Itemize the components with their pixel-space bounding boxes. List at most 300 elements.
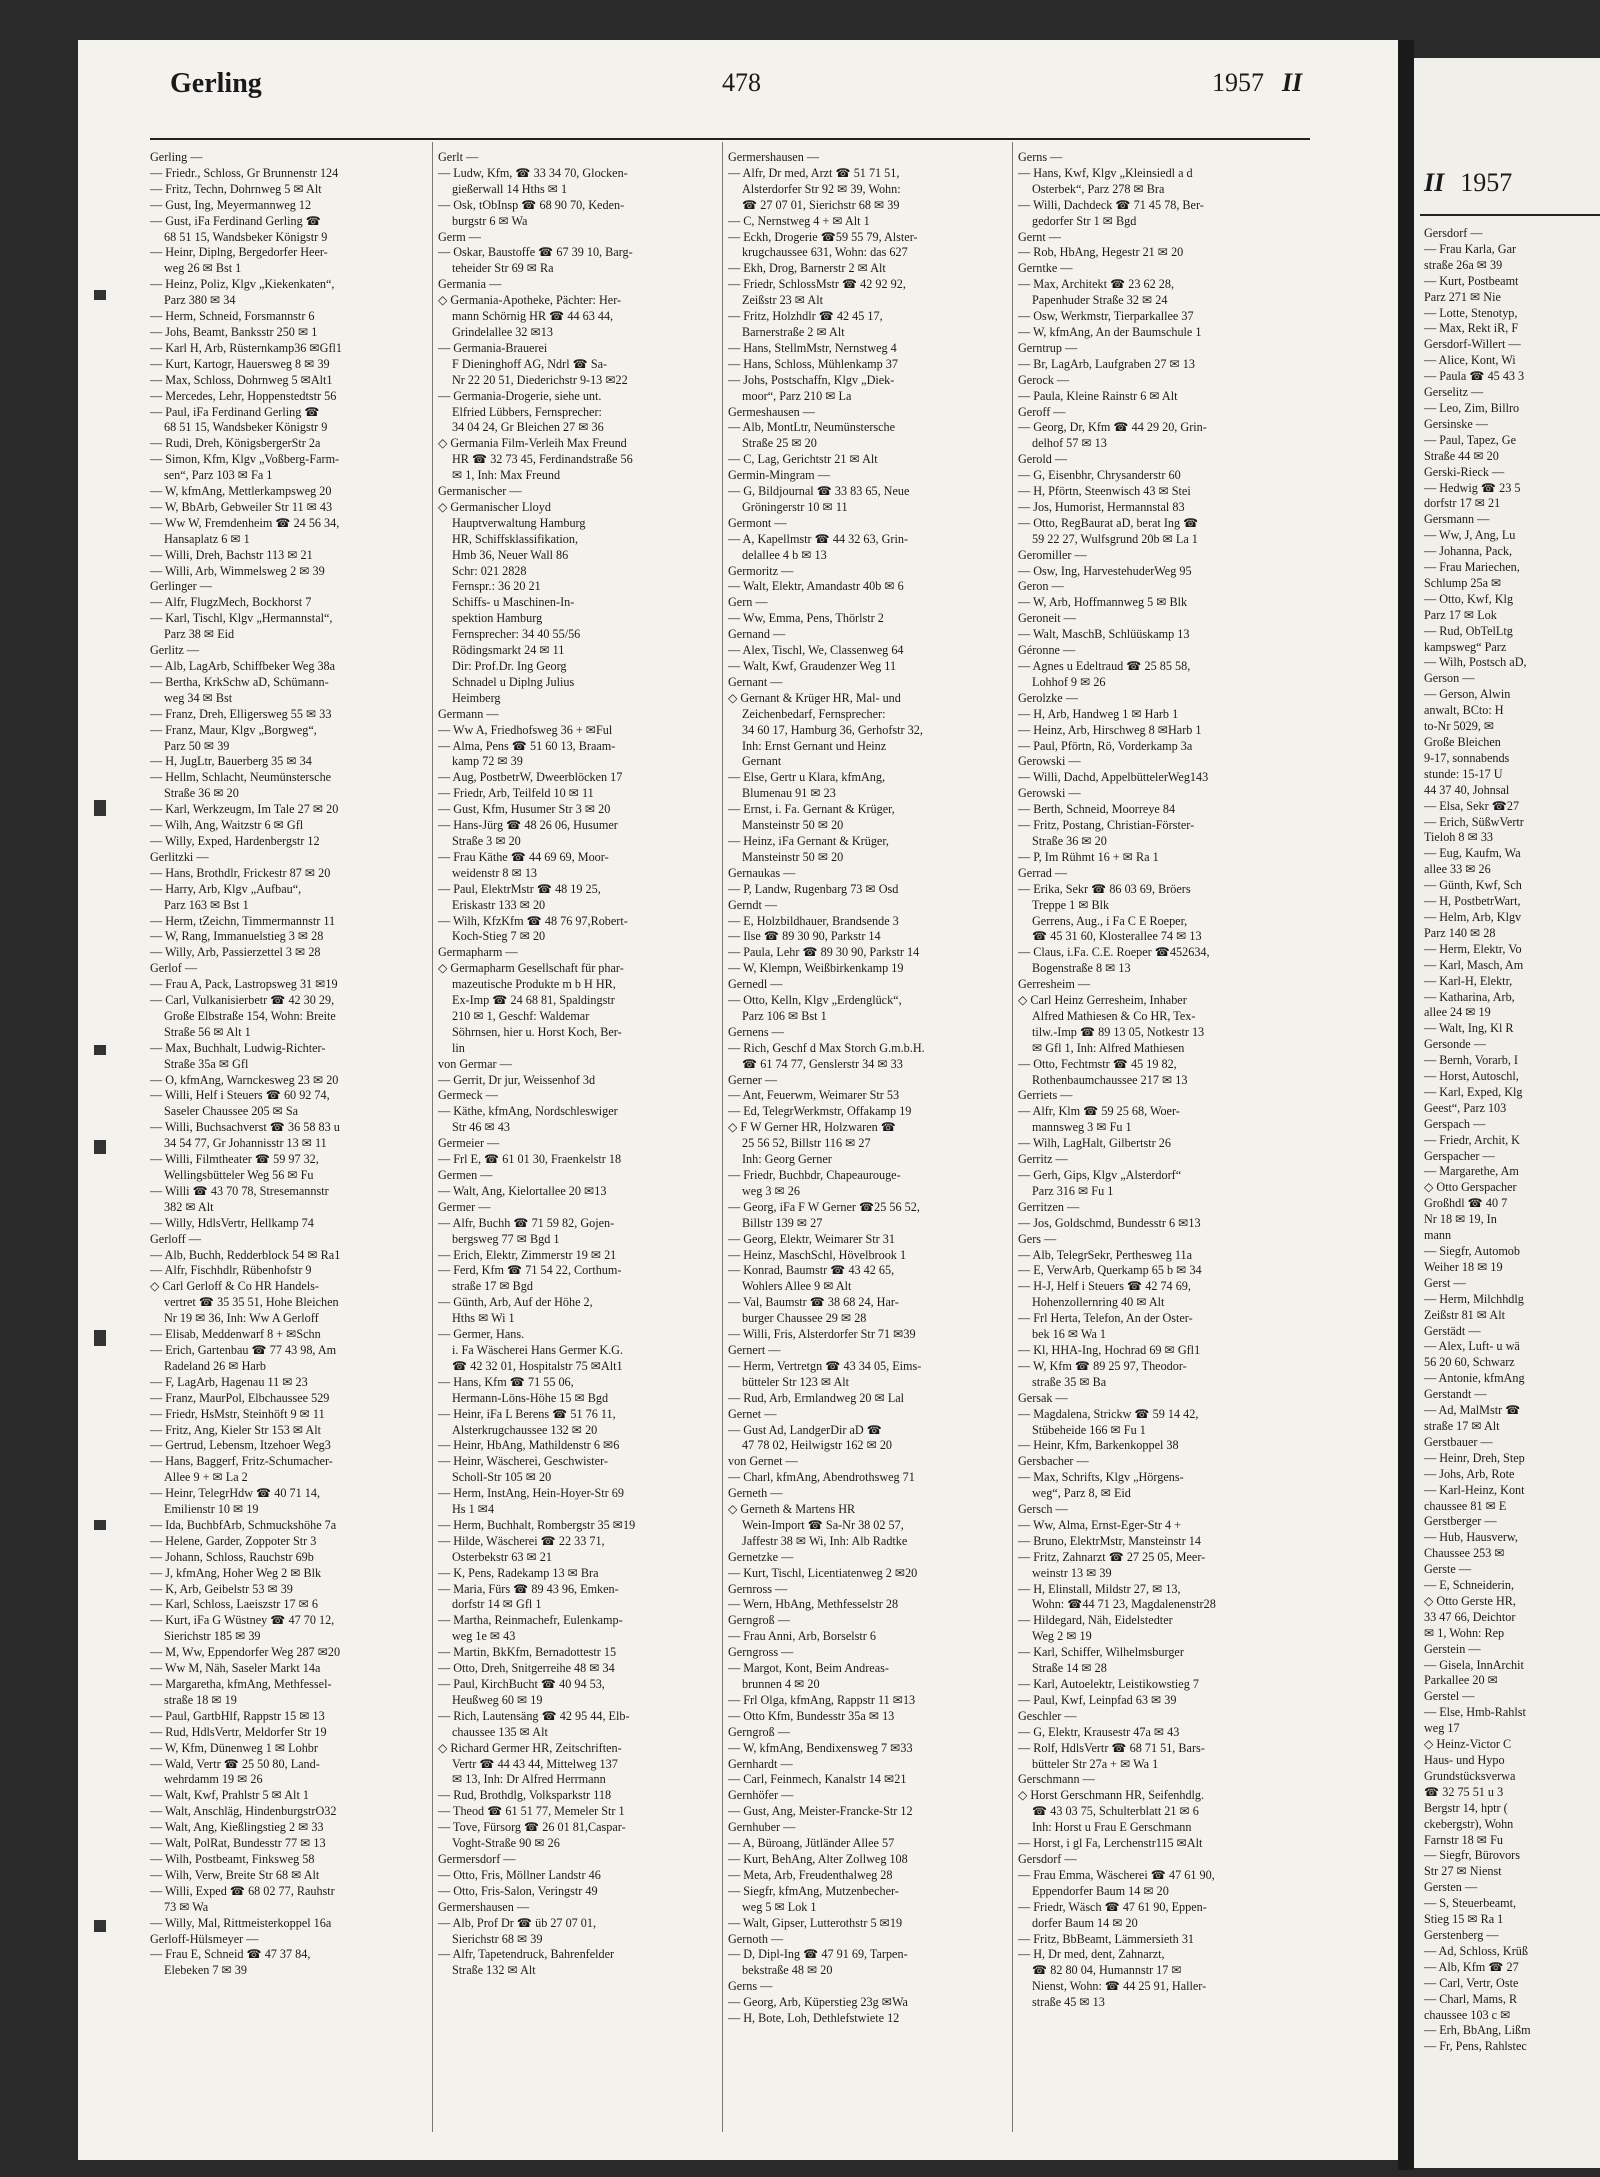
next-page-entry-line: — Alice, Kont, Wi <box>1424 353 1516 368</box>
directory-entry-line: — Ekh, Drog, Barnerstr 2 ✉ Alt <box>728 261 886 276</box>
directory-entry-line: Jaffestr 38 ✉ Wi, Inh: Alb Radtke <box>742 1533 908 1548</box>
surname-heading: Germont — <box>728 515 787 530</box>
directory-entry-line: Wohn: ☎44 71 23, Magdalenenstr28 <box>1032 1597 1216 1612</box>
directory-entry-line: — Rich, Lautensäng ☎ 42 95 44, Elb- <box>438 1708 630 1723</box>
directory-entry-line: Hmb 36, Neuer Wall 86 <box>452 547 569 562</box>
directory-entry-line: Zeißstr 23 ✉ Alt <box>742 293 823 308</box>
next-page-entry-line: Bergstr 14, hptr ( <box>1424 1800 1508 1815</box>
surname-heading: Gerloff-Hülsmeyer — <box>150 1931 259 1946</box>
next-page-entry-line: kampsweg“ Parz <box>1424 639 1507 654</box>
directory-entry-line: 34 60 17, Hamburg 36, Gerhofstr 32, <box>742 722 923 737</box>
directory-entry-line: — Otto, Fechtmstr ☎ 45 19 82, <box>1018 1056 1177 1071</box>
directory-entry-line: Vertr ☎ 44 43 44, Mittelweg 137 <box>452 1756 618 1771</box>
directory-entry-line: — K, Pens, Radekamp 13 ✉ Bra <box>438 1565 599 1580</box>
directory-entry-line: — Herm, Vertretgn ☎ 43 34 05, Eims- <box>728 1358 922 1373</box>
directory-entry-line: — Max, Schloss, Dohrnweg 5 ✉Alt1 <box>150 372 333 387</box>
directory-entry-line: Gerrens, Aug., i Fa C E Roeper, <box>1032 913 1188 928</box>
surname-heading: Geschler — <box>1018 1708 1077 1723</box>
directory-entry-line: — Paul, GartbHlf, Rappstr 15 ✉ 13 <box>150 1708 325 1723</box>
directory-entry-line: — Alma, Pens ☎ 51 60 13, Braam- <box>438 738 616 753</box>
directory-entry-line: — Fritz, Holzhdlr ☎ 42 45 17, <box>728 309 883 324</box>
directory-entry-line: Nr 22 20 51, Diederichstr 9-13 ✉22 <box>452 372 628 387</box>
directory-entry-line: Lohhof 9 ✉ 26 <box>1032 674 1106 689</box>
directory-entry-line: — Paula, Lehr ☎ 89 30 90, Parkstr 14 <box>728 945 920 960</box>
directory-entry-line: dorfer Baum 14 ✉ 20 <box>1032 1915 1138 1930</box>
directory-entry-line: ◇ Carl Heinz Gerresheim, Inhaber <box>1018 993 1187 1008</box>
directory-entry-line: — A, Büroang, Jütländer Allee 57 <box>728 1836 895 1851</box>
directory-entry-line: Koch-Stieg 7 ✉ 20 <box>452 929 546 944</box>
directory-column-2 <box>438 150 716 2140</box>
directory-entry-line: — Friedr, SchlossMstr ☎ 42 92 92, <box>728 277 906 292</box>
directory-entry-line: — Eckh, Drogerie ☎59 55 79, Alster- <box>728 229 918 244</box>
directory-entry-line: bütteler Str 123 ✉ Alt <box>742 1374 850 1389</box>
directory-entry-line: straße 17 ✉ Bgd <box>452 1279 533 1294</box>
surname-heading: Germer — <box>438 1199 491 1214</box>
directory-entry-line: Heimberg <box>452 690 501 705</box>
next-page-entry-line: Großhdl ☎ 40 7 <box>1424 1196 1508 1211</box>
directory-entry-line: bekstraße 48 ✉ 20 <box>742 1963 833 1978</box>
directory-entry-line: Straße 36 ✉ 20 <box>1032 833 1107 848</box>
directory-entry-line: — Heinz, Poliz, Klgv „Kiekenkaten“, <box>150 277 335 292</box>
next-page-entry-line: ckebergstr), Wohn <box>1424 1816 1514 1831</box>
next-page-entry-line: — Karl-H, Elektr, <box>1424 973 1513 988</box>
directory-entry-line: — Kurt, Kartogr, Hauersweg 8 ✉ 39 <box>150 356 330 371</box>
directory-entry-line: — Franz, Dreh, Elligersweg 55 ✉ 33 <box>150 706 332 721</box>
next-page-entry-line: — Gisela, InnArchit <box>1424 1657 1524 1672</box>
directory-entry-line: Billstr 139 ✉ 27 <box>742 1215 823 1230</box>
directory-entry-line: — Kurt, BehAng, Alter Zollweg 108 <box>728 1851 908 1866</box>
directory-entry-line: ☎ 61 74 77, Genslerstr 34 ✉ 33 <box>742 1056 903 1071</box>
directory-entry-line: Gröningerstr 10 ✉ 11 <box>742 499 848 514</box>
directory-entry-line: — Germer, Hans. <box>438 1327 525 1342</box>
directory-entry-line: — Fritz, BbBeamt, Lämmersieth 31 <box>1018 1931 1195 1946</box>
next-page-volume: II <box>1424 168 1445 197</box>
directory-entry-line: spektion Hamburg <box>452 611 543 626</box>
directory-entry-line: — Siegfr, kfmAng, Mutzenbecher- <box>728 1883 899 1898</box>
directory-entry-line: — Karl, Werkzeugm, Im Tale 27 ✉ 20 <box>150 802 339 817</box>
surname-heading: Géronne — <box>1018 643 1076 658</box>
directory-entry-line: — W, Arb, Hoffmannweg 5 ✉ Blk <box>1018 595 1188 610</box>
directory-entry-line: — Heinr, Diplng, Bergedorfer Heer- <box>150 245 328 260</box>
surname-heading: Gerns — <box>1018 150 1063 164</box>
directory-entry-line: chaussee 135 ✉ Alt <box>452 1724 548 1739</box>
directory-entry-line: — Agnes u Edeltraud ☎ 25 85 58, <box>1018 659 1191 673</box>
next-page-entry-line: Gerstbauer — <box>1424 1434 1493 1449</box>
directory-entry-line: weg 5 ✉ Lok 1 <box>742 1899 817 1914</box>
directory-entry-line: — Ferd, Kfm ☎ 71 54 22, Corthum- <box>438 1263 622 1278</box>
directory-entry-line: — Herm, InstAng, Hein-Hoyer-Str 69 <box>438 1486 624 1501</box>
directory-entry-line: — Ed, TelegrWerkmstr, Offakamp 19 <box>728 1104 912 1119</box>
surname-heading: Gern — <box>728 595 768 610</box>
directory-entry-line: — Gust, Kfm, Husumer Str 3 ✉ 20 <box>438 802 611 817</box>
directory-entry-line: — Magdalena, Strickw ☎ 59 14 42, <box>1018 1406 1199 1421</box>
next-page-entry-line: — H, PostbetrWart, <box>1424 894 1521 909</box>
directory-entry-line: gedorfer Str 1 ✉ Bgd <box>1032 213 1137 228</box>
directory-entry-line: straße 45 ✉ 13 <box>1032 1995 1105 2010</box>
surname-heading: Germanischer — <box>438 484 522 499</box>
next-page-entry-line: — Erich, SüßwVertr <box>1424 814 1524 829</box>
surname-heading: Gerntke — <box>1018 261 1073 276</box>
directory-entry-line: — Frl Herta, Telefon, An der Oster- <box>1018 1311 1193 1326</box>
directory-entry-line: mannsweg 3 ✉ Fu 1 <box>1032 1120 1132 1135</box>
next-page-entry-line: Gersdorf-Willert — <box>1424 337 1521 352</box>
directory-entry-line: — Berth, Schneid, Moorreye 84 <box>1018 802 1176 817</box>
directory-entry-line: — W, BbArb, Gebweiler Str 11 ✉ 43 <box>150 499 333 514</box>
surname-heading: Germershausen — <box>728 150 820 164</box>
next-page-entry-line: 9-17, sonnabends <box>1424 750 1510 765</box>
next-page-entry-line: — Ww, J, Ang, Lu <box>1424 528 1516 543</box>
next-page-entry-line: — Kurt, Postbeamt <box>1424 273 1519 288</box>
directory-entry-line: — E, VerwArb, Querkamp 65 b ✉ 34 <box>1018 1263 1202 1278</box>
directory-entry-line: mazeutische Produkte m b H HR, <box>452 977 616 992</box>
directory-entry-line: — Otto, Fris-Salon, Veringstr 49 <box>438 1883 598 1898</box>
next-page-entry-line: — Friedr, Archit, K <box>1424 1132 1520 1147</box>
next-page-entry-line: — Carl, Vertr, Oste <box>1424 1975 1519 1990</box>
directory-entry-line: — Walt, Kwf, Prahlstr 5 ✉ Alt 1 <box>150 1788 309 1803</box>
surname-heading: Gerlitzki — <box>150 849 209 864</box>
directory-entry-line: — J, kfmAng, Hoher Weg 2 ✉ Blk <box>150 1565 322 1580</box>
directory-entry-line: Große Elbstraße 154, Wohn: Breite <box>164 1008 336 1023</box>
surname-heading: Gerngross — <box>728 1645 794 1660</box>
directory-entry-line: — Paul, Pförtn, Rö, Vorderkamp 3a <box>1018 738 1193 753</box>
next-page-entry-line: Straße 44 ✉ 20 <box>1424 448 1499 463</box>
directory-entry-line: burger Chaussee 29 ✉ 28 <box>742 1311 867 1326</box>
next-page-entry-line: — Leo, Zim, Billro <box>1424 400 1520 415</box>
next-page-entry-line: chaussee 81 ✉ E <box>1424 1498 1507 1513</box>
next-page-entry-line: straße 17 ✉ Alt <box>1424 1418 1500 1433</box>
next-page-entry-line: Gerstein — <box>1424 1641 1481 1656</box>
directory-entry-line: — Heinr, Kfm, Barkenkoppel 38 <box>1018 1438 1179 1453</box>
directory-entry-line: Hauptverwaltung Hamburg <box>452 515 586 530</box>
next-page-entry-line: — Günth, Kwf, Sch <box>1424 878 1522 893</box>
directory-entry-line: Straße 3 ✉ 20 <box>452 833 521 848</box>
directory-entry-line: — Alfr, FlugzMech, Bockhorst 7 <box>150 595 312 610</box>
next-page-entry-line: Parz 271 ✉ Nie <box>1424 289 1501 304</box>
directory-entry-line: — G, Elektr, Krausestr 47a ✉ 43 <box>1018 1724 1180 1739</box>
surname-heading: Gernetzke — <box>728 1549 794 1564</box>
directory-entry-line: ◇ Germania Film-Verleih Max Freund <box>438 436 627 451</box>
next-page-entry-line: Gerste — <box>1424 1562 1472 1577</box>
directory-entry-line: weg 34 ✉ Bst <box>164 690 233 705</box>
directory-entry-line: 210 ✉ 1, Geschf: Waldemar <box>452 1008 590 1023</box>
directory-entry-line: — Willy, Mal, Rittmeisterkoppel 16a <box>150 1915 332 1930</box>
directory-entry-line: — O, kfmAng, Warnckesweg 23 ✉ 20 <box>150 1072 339 1087</box>
surname-heading: Gerrad — <box>1018 865 1068 880</box>
directory-entry-line: ◇ Gernant & Krüger HR, Mal- und <box>728 690 901 705</box>
directory-entry-line: Straße 14 ✉ 28 <box>1032 1661 1107 1676</box>
surname-heading: Gerloff — <box>150 1231 201 1246</box>
directory-entry-line: — Otto Kfm, Bundesstr 35a ✉ 13 <box>728 1708 895 1723</box>
directory-entry-line: Gernant <box>742 754 782 769</box>
directory-entry-line: Parz 50 ✉ 39 <box>164 738 230 753</box>
surname-heading: Germania — <box>438 277 502 292</box>
directory-entry-line: ☎ 82 80 04, Humannstr 17 ✉ <box>1032 1963 1182 1978</box>
next-page-entry-line: Nr 18 ✉ 19, In <box>1424 1212 1497 1227</box>
directory-entry-line: Schr: 021 2828 <box>452 563 527 578</box>
surname-heading: Gerngroß — <box>728 1613 790 1628</box>
directory-entry-line: — Heinr, iFa L Berens ☎ 51 76 11, <box>438 1406 616 1421</box>
next-page-entry-line: — Ad, MalMstr ☎ <box>1424 1403 1521 1418</box>
surname-heading: Gernet — <box>728 1406 777 1421</box>
directory-entry-line: 47 78 02, Heilwigstr 162 ✉ 20 <box>742 1438 893 1453</box>
next-page-entry-line: allee 24 ✉ 19 <box>1424 1005 1491 1020</box>
directory-entry-line: — Heinr, Wäscherei, Geschwister- <box>438 1454 608 1469</box>
directory-entry-line: — Erika, Sekr ☎ 86 03 69, Bröers <box>1018 881 1191 896</box>
directory-entry-line: — Walt, Anschläg, HindenburgstrO32 <box>150 1804 337 1819</box>
directory-entry-line: 34 04 24, Gr Bleichen 27 ✉ 36 <box>452 420 604 435</box>
directory-entry-line: 68 51 15, Wandsbeker Königstr 9 <box>164 420 328 435</box>
directory-entry-line: — Hans, Kwf, Klgv „Kleinsiedl a d <box>1018 165 1193 180</box>
directory-entry-line: — Erich, Gartenbau ☎ 77 43 98, Am <box>150 1342 337 1357</box>
directory-entry-line: — Willi, Filmtheater ☎ 59 97 32, <box>150 1152 319 1167</box>
surname-heading: Gerriets — <box>1018 1088 1073 1103</box>
directory-entry-line: — Kurt, iFa G Wüstney ☎ 47 70 12, <box>150 1613 335 1628</box>
directory-entry-line: F Dieninghoff AG, Ndrl ☎ Sa- <box>452 356 608 371</box>
directory-entry-line: — Willi ☎ 43 70 78, Stresemannstr <box>150 1183 329 1198</box>
surname-heading: Gerling — <box>150 150 203 164</box>
directory-entry-line: — Rud, Brothdlg, Volksparkstr 118 <box>438 1788 612 1803</box>
directory-entry-line: — Alfr, Tapetendruck, Bahrenfelder <box>438 1947 615 1962</box>
directory-entry-line: Rothenbaumchaussee 217 ✉ 13 <box>1032 1072 1188 1087</box>
directory-entry-line: — Germania-Drogerie, siehe unt. <box>438 388 602 403</box>
directory-entry-line: Sierichstr 185 ✉ 39 <box>164 1629 261 1644</box>
directory-entry-line: — H, Pförtn, Steenwisch 43 ✉ Stei <box>1018 484 1191 499</box>
next-page-entry-line: Parz 17 ✉ Lok <box>1424 607 1497 622</box>
directory-entry-line: vertret ☎ 35 35 51, Hohe Bleichen <box>164 1295 339 1310</box>
directory-entry-line: Stübeheide 166 ✉ Fu 1 <box>1032 1422 1146 1437</box>
directory-entry-line: — Friedr, Wäsch ☎ 47 61 90, Eppen- <box>1018 1899 1207 1914</box>
next-page-entry-line: ☎ 32 75 51 u 3 <box>1424 1784 1504 1799</box>
surname-heading: Gernedl — <box>728 977 783 992</box>
directory-entry-line: Straße 35a ✉ Gfl <box>164 1056 249 1071</box>
directory-entry-line: — D, Dipl-Ing ☎ 47 91 69, Tarpen- <box>728 1947 908 1962</box>
next-page-entry-line: chaussee 103 c ✉ <box>1424 2007 1511 2022</box>
next-page-entry-line: — Antonie, kfmAng <box>1424 1371 1525 1386</box>
directory-entry-line: — Simon, Kfm, Klgv „Voßberg-Farm- <box>150 452 340 467</box>
directory-column-1 <box>150 150 428 2140</box>
directory-entry-line: — Fritz, Postang, Christian-Förster- <box>1018 818 1195 833</box>
directory-column-3 <box>728 150 1006 2140</box>
directory-entry-line: — Maria, Fürs ☎ 89 43 96, Emken- <box>438 1581 619 1596</box>
header-rule <box>150 138 1310 140</box>
next-page-entry-line: — Johanna, Pack, <box>1424 544 1513 559</box>
directory-entry-line: — Otto, Dreh, Snitgerreihe 48 ✉ 34 <box>438 1661 615 1676</box>
next-page-entry-line: 33 47 66, Deichtor <box>1424 1609 1516 1624</box>
directory-entry-line: — Wilh, Ang, Waitzstr 6 ✉ Gfl <box>150 818 304 833</box>
directory-entry-line: — H, Arb, Handweg 1 ✉ Harb 1 <box>1018 706 1179 721</box>
directory-entry-line: Radeland 26 ✉ Harb <box>164 1358 266 1373</box>
directory-entry-line: — Frau Emma, Wäscherei ☎ 47 61 90, <box>1018 1867 1215 1882</box>
directory-entry-line: bek 16 ✉ Wa 1 <box>1032 1327 1106 1342</box>
directory-entry-line: — Carl, Vulkanisierbetr ☎ 42 30 29, <box>150 993 335 1008</box>
directory-entry-line: bütteler Str 27a + ✉ Wa 1 <box>1032 1756 1159 1771</box>
next-page-entry-line: — Johs, Arb, Rote <box>1424 1466 1515 1481</box>
directory-entry-line: — Frau E, Schneid ☎ 47 37 84, <box>150 1947 311 1962</box>
directory-entry-line: — G, Bildjournal ☎ 33 83 65, Neue <box>728 484 910 499</box>
directory-entry-line: — Herm, Schneid, Forsmannstr 6 <box>150 309 315 324</box>
surname-heading: Geron — <box>1018 579 1064 594</box>
surname-heading: Gernant — <box>728 674 783 689</box>
surname-heading: Gernert — <box>728 1342 781 1357</box>
directory-entry-line: — Theod ☎ 61 51 77, Memeler Str 1 <box>438 1804 625 1819</box>
next-page-entry-line: Gerski-Rieck — <box>1424 464 1505 479</box>
surname-heading: Gerneth — <box>728 1486 783 1501</box>
directory-entry-line: — Rolf, HdlsVertr ☎ 68 71 51, Bars- <box>1018 1740 1205 1755</box>
directory-entry-line: — Johs, Beamt, Banksstr 250 ✉ 1 <box>150 324 318 339</box>
directory-entry-line: ☎ 43 03 75, Schulterblatt 21 ✉ 6 <box>1032 1804 1199 1819</box>
next-page-entry-line: Parz 140 ✉ 28 <box>1424 925 1496 940</box>
next-page-entry-line: — Hub, Hausverw, <box>1424 1530 1518 1545</box>
directory-entry-line: — Gust, Ang, Meister-Francke-Str 12 <box>728 1804 913 1819</box>
directory-entry-line: — F, LagArb, Hagenau 11 ✉ 23 <box>150 1374 308 1389</box>
directory-entry-line: — Heinz, iFa Gernant & Krüger, <box>728 833 889 848</box>
directory-entry-line: ✉ Gfl 1, Inh: Alfred Mathiesen <box>1032 1040 1185 1055</box>
next-page-entry-line: — Eug, Kaufm, Wa <box>1424 846 1521 861</box>
directory-entry-line: moor“, Parz 210 ✉ La <box>742 388 852 403</box>
directory-entry-line: — Germania-Brauerei <box>438 340 548 355</box>
directory-entry-line: — Walt, MaschB, Schlüüskamp 13 <box>1018 627 1190 642</box>
directory-entry-line: Fernsprecher: 34 40 55/56 <box>452 627 581 642</box>
directory-entry-line: — Rich, Geschf d Max Storch G.m.b.H. <box>728 1040 925 1055</box>
directory-entry-line: — Franz, Maur, Klgv „Borgweg“, <box>150 722 317 737</box>
directory-entry-line: — Gust, iFa Ferdinand Gerling ☎ <box>150 213 321 228</box>
directory-entry-line: — Tove, Fürsorg ☎ 26 01 81,Caspar- <box>438 1820 626 1835</box>
directory-entry-line: — Karl, Tischl, Klgv „Hermannstal“, <box>150 611 333 626</box>
next-page-entry-line: — Karl, Masch, Am <box>1424 957 1524 972</box>
year: 1957 <box>1212 68 1264 97</box>
surname-heading: Gernhardt — <box>728 1756 793 1771</box>
surname-heading: Gerowski — <box>1018 786 1081 801</box>
directory-entry-line: — Heinz, MaschSchl, Hövelbrook 1 <box>728 1247 907 1262</box>
directory-entry-line: i. Fa Wäscherei Hans Germer K.G. <box>452 1342 624 1357</box>
directory-entry-line: — Rud, Arb, Ermlandweg 20 ✉ Lal <box>728 1390 905 1405</box>
directory-entry-line: — Walt, Ang, Kießlingstieg 2 ✉ 33 <box>150 1820 324 1835</box>
directory-entry-line: — Willi, Dreh, Bachstr 113 ✉ 21 <box>150 547 313 562</box>
directory-entry-line: — Georg, Elektr, Weimarer Str 31 <box>728 1231 895 1246</box>
directory-entry-line: — Heinz, Arb, Hirschweg 8 ✉Harb 1 <box>1018 722 1202 737</box>
surname-heading: Gerowski — <box>1018 754 1081 769</box>
directory-entry-line: mann Schörnig HR ☎ 44 63 44, <box>452 309 614 324</box>
directory-entry-line: ☎ 42 32 01, Hospitalstr 75 ✉Alt1 <box>452 1358 623 1373</box>
next-page-entry-line: Gerstberger — <box>1424 1514 1497 1529</box>
directory-entry-line: — Martha, Reinmachefr, Eulenkamp- <box>438 1613 623 1628</box>
directory-entry-line: Straße 36 ✉ 20 <box>164 786 239 801</box>
next-page-entry-line: 56 20 60, Schwarz <box>1424 1355 1515 1370</box>
next-page-entry-line: ◇ Otto Gerspacher <box>1424 1180 1517 1195</box>
directory-entry-line: — P, Im Rühmt 16 + ✉ Ra 1 <box>1018 849 1159 864</box>
next-page-entry-line: — Max, Rekt iR, F <box>1424 321 1519 336</box>
directory-entry-line: — G, Eisenbhr, Chrysanderstr 60 <box>1018 468 1181 483</box>
surname-heading: Gernand — <box>728 627 786 642</box>
directory-entry-line: — Ludw, Kfm, ☎ 33 34 70, Glocken- <box>438 165 628 180</box>
directory-entry-line: — Willi, Fris, Alsterdorfer Str 71 ✉39 <box>728 1327 916 1342</box>
directory-entry-line: Voght-Straße 90 ✉ 26 <box>452 1836 560 1851</box>
next-page-entry-line: Haus- und Hypo <box>1424 1753 1505 1767</box>
page-number: 478 <box>722 68 761 97</box>
directory-entry-line: — Gust, Ing, Meyermannweg 12 <box>150 197 312 212</box>
directory-entry-line: — Johs, Postschaffn, Klgv „Diek- <box>728 372 895 387</box>
next-page-entry-line: Gersonde — <box>1424 1037 1486 1052</box>
directory-entry-line: — Karl, Schiffer, Wilhelmsburger <box>1018 1645 1184 1660</box>
next-page-entry-line: — Paul, Tapez, Ge <box>1424 432 1516 447</box>
next-page-entry-line: Gerspach — <box>1424 1116 1486 1131</box>
next-page-rule <box>1420 214 1600 216</box>
surname-heading: Geromiller — <box>1018 547 1087 562</box>
next-page-entry-line: allee 33 ✉ 26 <box>1424 862 1491 877</box>
directory-entry-line: Schiffs- u Maschinen-In- <box>452 595 575 610</box>
directory-entry-line: — Alfr, Buchh ☎ 71 59 82, Gojen- <box>438 1215 615 1230</box>
directory-entry-line: — Elisab, Meddenwarf 8 + ✉Schn <box>150 1327 321 1342</box>
directory-entry-line: — Hans, Brothdlr, Frickestr 87 ✉ 20 <box>150 865 331 880</box>
surname-heading: Gernaukas — <box>728 865 796 880</box>
directory-entry-line: — Aug, PostbetrW, Dweerblöcken 17 <box>438 770 623 785</box>
page-gutter <box>1398 40 1414 2170</box>
directory-entry-line: 25 56 52, Billstr 116 ✉ 27 <box>742 1136 871 1151</box>
next-page-entry-line: — Herm, Elektr, Vo <box>1424 941 1522 956</box>
next-page-entry-line: — Bernh, Vorarb, I <box>1424 1053 1518 1068</box>
directory-entry-line: Inh: Ernst Gernant und Heinz <box>742 738 887 753</box>
directory-entry-line: — Claus, i.Fa. C.E. Roeper ☎452634, <box>1018 945 1210 960</box>
next-page-entry-line: — Alb, Kfm ☎ 27 <box>1424 1959 1519 1974</box>
directory-entry-line: — M, Ww, Eppendorfer Weg 287 ✉20 <box>150 1645 341 1660</box>
surname-heading: Germershausen — <box>438 1899 530 1914</box>
directory-entry-line: Wellingsbütteler Weg 56 ✉ Fu <box>164 1168 314 1182</box>
surname-heading: Gerner — <box>728 1072 778 1087</box>
directory-entry-line: — Mercedes, Lehr, Hoppenstedtstr 56 <box>150 388 337 403</box>
next-page-entry-line: — S, Steuerbeamt, <box>1424 1896 1517 1911</box>
directory-entry-line: — Hilde, Wäscherei ☎ 22 33 71, <box>438 1533 605 1548</box>
directory-entry-line: Mansteinstr 50 ✉ 20 <box>742 849 844 864</box>
directory-entry-line: — E, Holzbildhauer, Brandsende 3 <box>728 913 899 928</box>
directory-entry-line: — W, kfmAng, Bendixensweg 7 ✉33 <box>728 1740 913 1755</box>
directory-entry-line: — Willi, Buchsachverst ☎ 36 58 83 u <box>150 1120 340 1135</box>
directory-entry-line: — Willi, Exped ☎ 68 02 77, Rauhstr <box>150 1883 335 1898</box>
next-page-entry-line: — Siegfr, Automob <box>1424 1244 1520 1258</box>
directory-entry-line: — Alfr, Klm ☎ 59 25 68, Woer- <box>1018 1104 1180 1119</box>
next-page-entry-line: Weiher 18 ✉ 19 <box>1424 1259 1503 1274</box>
directory-entry-line: — H, Bote, Loh, Dethlefstwiete 12 <box>728 2011 900 2026</box>
directory-entry-line: burgstr 6 ✉ Wa <box>452 213 528 228</box>
left-margin-marks <box>78 40 138 2160</box>
surname-heading: Gerschmann — <box>1018 1772 1095 1787</box>
directory-entry-line: — Gerrit, Dr jur, Weissenhof 3d <box>438 1072 596 1087</box>
directory-entry-line: — Willi, Dachdeck ☎ 71 45 78, Ber- <box>1018 197 1204 212</box>
next-page-entry-line: — Karl, Exped, Klg <box>1424 1084 1523 1099</box>
directory-entry-line: — Fritz, Techn, Dohrnweg 5 ✉ Alt <box>150 181 322 196</box>
directory-entry-line: Nienst, Wohn: ☎ 44 25 91, Haller- <box>1032 1979 1207 1994</box>
next-page-header <box>1424 168 1512 198</box>
directory-entry-line: — Friedr, Arb, Teilfeld 10 ✉ 11 <box>438 786 594 801</box>
directory-entry-line: Elebeken 7 ✉ 39 <box>164 1963 247 1978</box>
directory-entry-line: Straße 25 ✉ 20 <box>742 436 817 451</box>
directory-entry-line: ☎ 45 31 60, Klosterallee 74 ✉ 13 <box>1032 929 1202 944</box>
surname-heading: Gersdorf — <box>1018 1851 1077 1866</box>
directory-entry-line: — Karl, Autoelektr, Leistikowstieg 7 <box>1018 1677 1199 1691</box>
directory-entry-line: Schnadel u Diplng Julius <box>452 674 575 689</box>
surname-heading: Gernross — <box>728 1581 788 1596</box>
next-page-entry-line: Gerspacher — <box>1424 1148 1495 1163</box>
next-page-entry-line: — Paula ☎ 45 43 3 <box>1424 369 1525 384</box>
directory-entry-line: teheider Str 69 ✉ Ra <box>452 261 554 276</box>
surname-heading: Gerlitz — <box>150 643 200 658</box>
directory-entry-line: — Harry, Arb, Klgv „Aufbau“, <box>150 881 302 896</box>
surname-heading: Germen — <box>438 1168 493 1182</box>
surname-heading: Gernoth — <box>728 1931 784 1946</box>
next-page-entry-line: Gerson — <box>1424 671 1475 686</box>
directory-entry-line: — H-J, Helf i Steuers ☎ 42 74 69, <box>1018 1279 1191 1294</box>
directory-entry-line: — W, kfmAng, Mettlerkampsweg 20 <box>150 484 332 499</box>
directory-entry-line: — Walt, Kwf, Graudenzer Weg 11 <box>728 659 897 673</box>
